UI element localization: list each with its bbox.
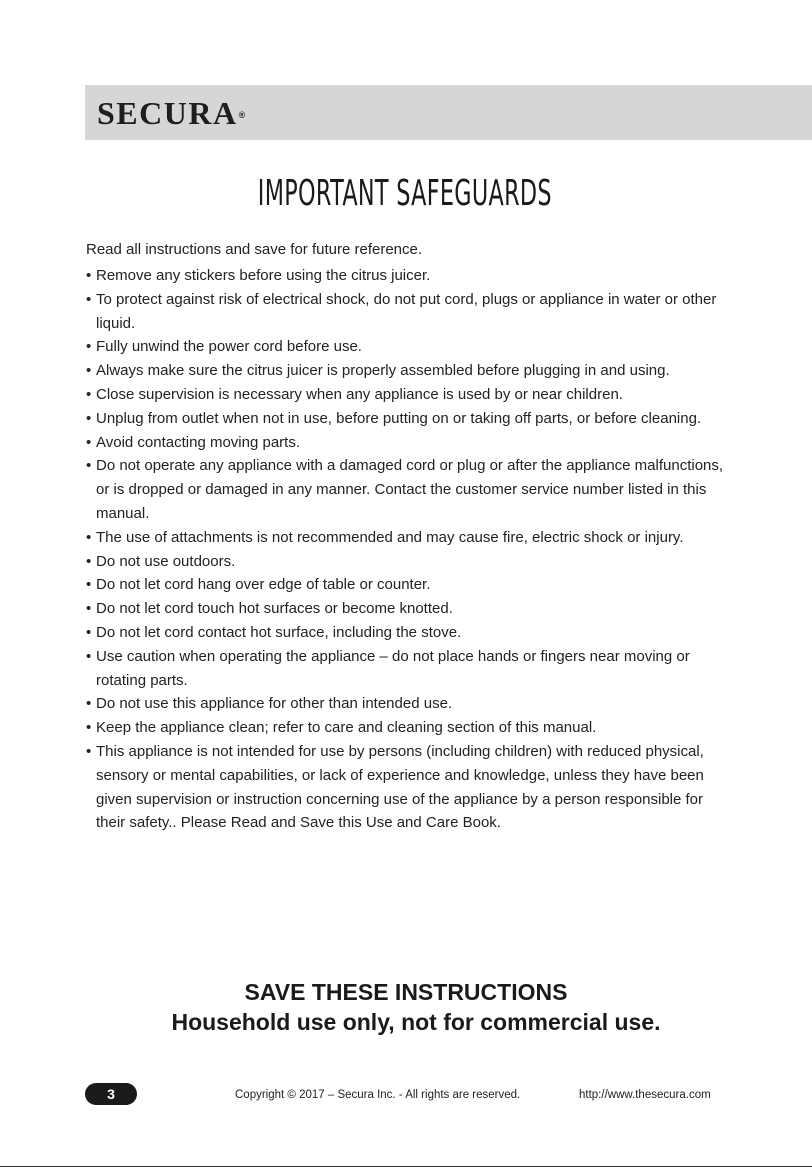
safeguard-item: • Do not operate any appliance with a damaged cord or plug or after the appliance malfunctions, or is dropped or damaged in any manner. Contact the customer service number listed in this manual. — [86, 454, 736, 525]
intro-text: Read all instructions and save for future reference. — [86, 241, 423, 258]
safeguard-item: • Use caution when operating the appliance – do not place hands or fingers near moving or rotating parts. — [86, 645, 736, 693]
safeguard-item: • Do not let cord touch hot surfaces or become knotted. — [86, 597, 736, 621]
safeguard-item: • The use of attachments is not recommended and may cause fire, electric shock or injury. — [86, 526, 736, 550]
brand-name: SECURA — [97, 95, 238, 131]
save-instructions-heading: SAVE THESE INSTRUCTIONS — [244, 979, 568, 1005]
safeguard-item: • Do not let cord hang over edge of table or counter. — [86, 573, 736, 597]
safeguard-item: • To protect against risk of electrical shock, do not put cord, plugs or appliance in water or other liquid. — [86, 288, 736, 336]
safeguard-item: • Fully unwind the power cord before use. — [86, 335, 736, 359]
household-use-note: Household use only, not for commercial use. — [171, 1009, 661, 1035]
safeguard-item: • Do not use outdoors. — [86, 550, 736, 574]
registered-mark: ® — [238, 110, 247, 120]
safeguard-item: • Unplug from outlet when not in use, before putting on or taking off parts, or before cleaning. — [86, 407, 736, 431]
page-number-badge: 3 — [85, 1083, 137, 1105]
safeguard-item: • This appliance is not intended for use by persons (including children) with reduced physical, sensory or mental capabilities, or lack of experience and knowledge, unless they have been given supervision or instruction concerning use of the appliance by a person responsible for their safety.. Please Read and Save this Use and Care Book. — [86, 740, 736, 835]
safeguard-item: • Remove any stickers before using the citrus juicer. — [86, 264, 736, 288]
copyright-text: Copyright © 2017 – Secura Inc. - All rights are reserved. — [235, 1089, 521, 1101]
safeguard-item: • Close supervision is necessary when any appliance is used by or near children. — [86, 383, 736, 407]
safeguard-item: • Avoid contacting moving parts. — [86, 431, 736, 455]
website-url: http://www.thesecura.com — [579, 1089, 711, 1101]
safeguard-item: • Do not let cord contact hot surface, including the stove. — [86, 621, 736, 645]
safeguard-item: • Keep the appliance clean; refer to care and cleaning section of this manual. — [86, 716, 736, 740]
brand-header-band — [85, 85, 812, 140]
brand-logo — [97, 95, 247, 131]
page-bottom-rule — [0, 1166, 812, 1167]
safeguard-item: • Do not use this appliance for other than intended use. — [86, 692, 736, 716]
safeguard-item: • Always make sure the citrus juicer is properly assembled before plugging in and using. — [86, 359, 736, 383]
safeguards-list — [86, 264, 736, 835]
page-title: IMPORTANT SAFEGUARDS — [257, 173, 552, 214]
